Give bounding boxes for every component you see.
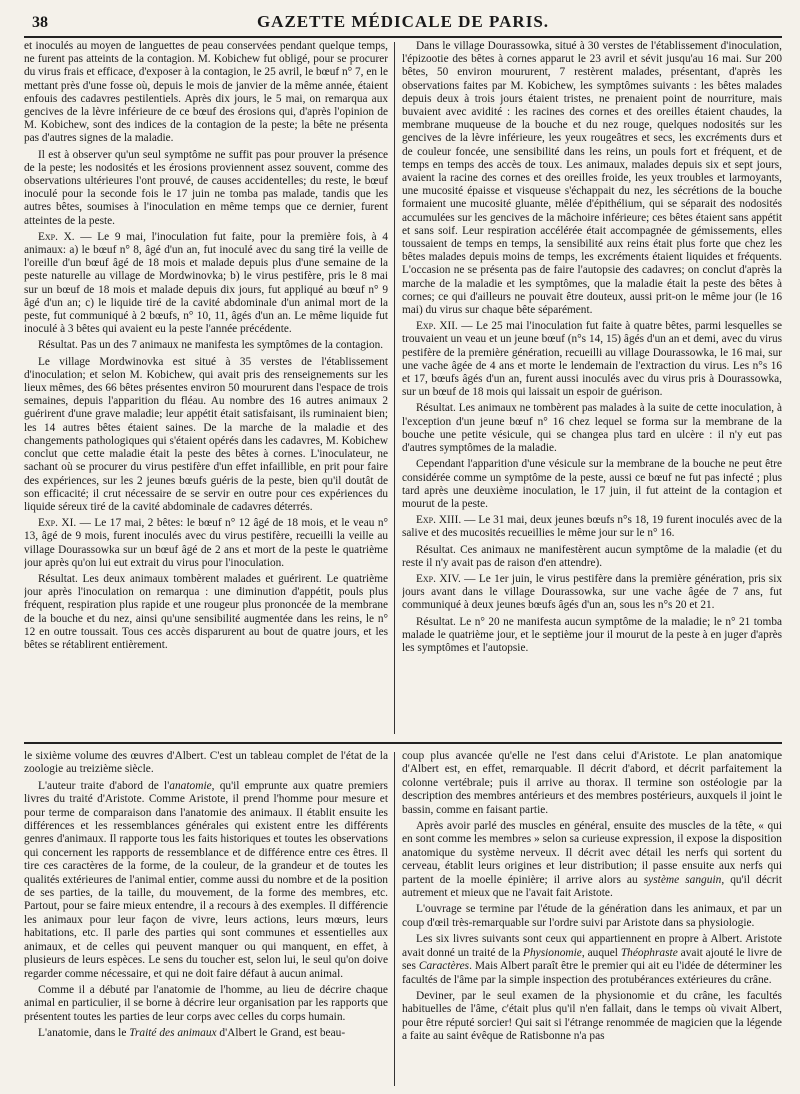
paragraph: le sixième volume des œuvres d'Albert. C'est un tableau complet de l'état de la zoologie au treizième siècle. [24, 750, 388, 776]
paragraph: coup plus avancée qu'elle ne l'est dans celui d'Aristote. Le plan anatomique d'Albert est, en effet, remarquable. Il décrit d'abord, et décrit parfaitement la colonne vertébrale; puis il arrive au thorax. Il termine son ostéologie par la description des membres antérieurs et des membres postérieurs, auxquels il joint le bassin, comme en faisant partie. [402, 750, 782, 816]
result-label: Résultat. [416, 543, 456, 556]
paragraph: L'ouvrage se termine par l'étude de la génération dans les animaux, et par un coup d'œil très-remarquable sur l'ordre suivi par Aristote dans sa physiologie. [402, 903, 782, 929]
experiment-12 [402, 320, 782, 399]
result-text: Les deux animaux tombèrent malades et guérirent. Le quatrième jour après l'inoculation on remarqua : une diminution d'appétit, pouls plus fréquent, respiration plus rapide et une rougeur plus prononcée de la membrane de la bouche et du nez, ainsi qu'une sensibilité augmentée dans les reins, le n° 12 en outre toussait. Tous ces accès disparurent au bout de quatre jours, et les bêtes se rétablirent entièrement. [24, 572, 388, 651]
paragraph: Il est à observer qu'un seul symptôme ne suffit pas pour prouver la présence de la peste; les nodosités et les érosions proviennent assez souvent, comme des observations ultérieures l'ont prouvé, de causes accidentelles; du reste, le bœuf inoculé pour la seconde fois le 17 juin ne tomba pas malade, tandis que les autres bêtes, soumises à l'inoculation en même temps que ce dernier, furent atteintes de la peste. [24, 148, 388, 227]
text: d'Albert le Grand, est beau- [216, 1027, 346, 1040]
experiment-label: Exp. XIII. [416, 514, 462, 527]
result-label: Résultat. [38, 339, 78, 352]
result-label: Résultat. [38, 572, 78, 585]
text: Après avoir parlé des muscles en général, ensuite des muscles de la tête, « qui en sont comme les membres » selon sa curieuse expression, il expose la disposition anatomique du système nerveux. Il décrit avec détail les nerfs qui sortent du cerveau, établit leurs origines et leur distribution; il passe ensuite aux nerfs qui partent de la moelle épinière; il arrive alors au [402, 820, 782, 886]
result-text: Ces animaux ne manifestèrent aucun symptôme de la maladie (et du reste il n'y avait pas de raison d'en attendre). [402, 543, 782, 569]
paragraph: Le village Mordwinovka est situé à 35 verstes de l'établissement d'inoculation; et selon M. Kobichew, qui avait pris des renseignements sur les lieux mêmes, des 66 bêtes présentes environ 50 moururent dans l'espace de trois semaines, depuis l'apparition du fléau. Au nombre des 16 autres animaux 2 guérirent d'une grave maladie; leur appétit était satisfaisant, ils ruminaient bien; les 14 autres bêtes étaient saines. De la marche de la maladie et des changements pathologiques qui s'étaient opérés dans les cadavres, M. Kobichew conclut que cette maladie était la peste des bêtes à cornes. L'inoculateur, ne sachant où se procurer du virus pestifère d'un effet infaillible, en prit pour faire des expériences, sur les 2 jeunes bœufs guéris de la peste, bien qu'il doutât de son efficacité; il crut nécessaire de se servir en outre pour ces expériences du liquide séreux tiré de la cavité abdominale de cadavres déterrés. [24, 355, 388, 513]
experiment-label: Exp. XII. [416, 320, 458, 333]
italic-text: Caractères [418, 960, 470, 973]
result-11 [24, 573, 388, 652]
paragraph [24, 1027, 388, 1040]
italic-text: Traité des animaux [129, 1027, 217, 1040]
result-label: Résultat. [416, 402, 456, 415]
text: L'anatomie, dans le [38, 1027, 130, 1040]
text: , auquel [581, 946, 621, 959]
text: . Mais Albert paraît être le premier qui ait eu l'idée de déterminer les facultés de l'âme par la simple inspection des protubérances extérieures du crâne. [402, 960, 782, 986]
experiment-text: — Le 9 mai, l'inoculation fut faite, pour la première fois, à 4 animaux: a) le bœuf n° 8, âgé d'un an, fut inoculé avec du sang tiré la veille de l'oreille d'un bœuf âgé de 18 mois et malade depuis plus d'une semaine de la peste naturelle au village de Mordwinovka; b) le virus pestifère, pris le 8 mai sur un bœuf de 18 mois et malade depuis dix jours, fut appliqué au bœuf n° 9 âgé d'un an; c) le liquide tiré de la cavité abdominale d'un animal mort de la peste, fut communiqué à 2 bœufs, n° 10, 11, âgés d'un an. Le même liquide fut inoculé à 3 bêtes qui avaient eu la peste l'année précédente. [24, 230, 388, 336]
bottom-left-column [24, 750, 388, 1088]
text: L'auteur traite d'abord de l' [38, 779, 170, 792]
text: avait ajouté le livre de ses [402, 946, 782, 973]
experiment-text: — Le 25 mai l'inoculation fut faite à quatre bêtes, parmi lesquelles se trouvaient un veau et un jeune bœuf (n°s 14, 15) âgés d'un an et demi, avec du virus pestifère de la première génération, recueilli au village Dourassowka, le 16 mai, sur une vache âgée de 4 ans et morte le lendemain de l'extraction du virus. Les n°s 16 et 17, bœufs âgés d'un an, furent aussi inoculés avec du virus pris à Dourassowka, sur un bœuf de 18 mois qui laissait un espoir de guérison. [402, 320, 782, 399]
italic-text: Théophraste [620, 946, 678, 959]
paragraph: Dans le village Dourassowka, situé à 30 verstes de l'établissement d'inoculation, l'épizootie des bêtes à cornes apparut le 23 avril et sévit jusqu'au 16 mai. Sur 200 bêtes, 50 environ moururent, 7 restèrent malades, présentant, d'après les observations faites par M. Kobichew, les symptômes suivants : les bêtes malades depuis deux à trois jours étaient tristes, ne prenaient point de nourriture, mais buvaient avec avidité : les racines des cornes et des oreilles étaient chaudes, la membrane muqueuse de la bouche et du nez rouge, quelques nodosités sur les gencives de la lèvre inférieure, les yeux rougeâtres et secs, les excréments durs et de couleur foncée, une sensibilité dans les reins, un pouls fort et fréquent, et de temps en temps des accès de toux. Les animaux, malades depuis six et sept jours, avaient la racine des cornes et des oreilles froide, les yeux troubles et larmoyants, une mucosité épaisse et visqueuse s'échappait du nez, les sécrétions de la bouche formaient une mucosité gluante, mêlée d'épithélium, qui se séparait des nodosités accumulées sur les gencives de la mâchoire inférieure; ces bêtes étaient sans appétit et sans soif. Leur respiration accélérée était accompagnée de gémissements, elles toussaient de temps en temps, la sensibilité aux reins était plus forte que chez les bêtes malades depuis moins de temps, les excréments étaient liquides et fréquents. L'occasion ne se présenta pas de faire l'autopsie des cadavres; on conclut d'après la marche de la maladie et les symptômes, que la maladie était la peste des bêtes à cornes; ce qui d'ailleurs ne pouvait être douteux, aussi prit-on le même jour (le 16 mai) du virus sur chaque bête séparément. [402, 40, 782, 317]
experiment-label: Exp. X. [38, 230, 75, 243]
paragraph [402, 820, 782, 900]
experiment-label: Exp. XI. [38, 517, 77, 530]
page-number: 38 [32, 14, 48, 31]
experiment-text: — Le 17 mai, 2 bêtes: le bœuf n° 12 âgé de 18 mois, et le veau n° 13, âgé de 9 mois, furent inoculés avec du virus pestifère, recueilli la veille au village Dourassowka sur un bœuf âgé de 2 ans et mort de la peste le quatrième jour après qu'on lui eut extrait du virus pour l'inoculation. [24, 517, 388, 569]
experiment-11 [24, 517, 388, 570]
top-right-column [402, 40, 782, 738]
result-14 [402, 616, 782, 656]
result-text: Les animaux ne tombèrent pas malades à la suite de cette inoculation, à l'exception d'un jeune bœuf n° 16 chez lequel se forma sur la membrane de la bouche une petite vésicule, qui se changea plus tard en ulcère : il n'y eut pas d'autres symptômes de la maladie. [402, 402, 782, 455]
result-13 [402, 544, 782, 570]
result-text: Pas un des 7 animaux ne manifesta les symptômes de la contagion. [77, 339, 384, 352]
text: Les six livres suivants sont ceux qui appartiennent en propre à Albert. Aristote avait donné un traité de la [402, 933, 782, 959]
paragraph: Deviner, par le seul examen de la physionomie et du crâne, les facultés habituelles de l'âme, c'était plus qu'il n'en fallait, dans le temps où vivait Albert, pour être réputé sorcier! Qui sait si l'étrange renommée de magicien que la légende a faite au saint évêque de Ratisbonne n'a pas [402, 989, 782, 1043]
paragraph [24, 780, 388, 981]
result-text: Le n° 20 ne manifesta aucun symptôme de la maladie; le n° 21 tomba malade le quatrième jour, et le septième jour il mourut de la peste à en juger d'après les symptômes et l'autopsie. [402, 615, 782, 654]
top-left-column [24, 40, 388, 738]
journal-title: GAZETTE MÉDICALE DE PARIS. [256, 12, 550, 31]
paragraph: Cependant l'apparition d'une vésicule sur la membrane de la bouche ne peut être considérée comme un symptôme de la peste, aussi ce bœuf ne fut pas infecté ; plus tard après une deuxième inoculation, le 17 juin, il fut atteint de la contagion et mourut de la peste. [402, 458, 782, 510]
experiment-10 [24, 231, 388, 337]
column-divider-bottom [394, 752, 395, 1086]
result-12 [402, 402, 782, 455]
italic-text: système sanguin [643, 873, 722, 886]
italic-text: anatomie [169, 779, 212, 792]
experiment-text: — Le 31 mai, deux jeunes bœufs n°s 18, 19 furent inoculés avec de la salive et des mucosités recueillies le même jour sur le n° 16. [402, 514, 782, 540]
paragraph [402, 933, 782, 987]
result-label: Résultat. [416, 615, 456, 628]
result-10 [24, 339, 388, 352]
page-header [24, 10, 782, 38]
text: , qu'il décrit autrement et mieux que ne l'avait fait Aristote. [402, 873, 782, 900]
text: , qu'il emprunte aux quatre premiers livres du traité d'Aristote. Comme Aristote, il prend l'homme pour mesure et pour terme de comparaison dans l'anatomie des animaux. Il établit ensuite les différences et les ressemblances générales qui existent entre les différents genres d'animaux. Il rapporte tous les faits historiques et toutes les observations qui concernent les rapports de ressemblance et de différence entre ces êtres. Il tire ces caractères de la forme, de la couleur, de la grandeur et de toutes les qualités extérieures de l'animal entier, comme aussi du nombre et de la position de ses parties, de la taille, du mouvement, de la forme des membres, etc. Partout, pour se faire mieux entendre, il a recours à des exemples. Il différencie les animaux pour leur façon de vivre, leurs actions, leurs mœurs, leurs habitations, etc. Il parle des parties qui sont communes et essentielles aux animaux, et de celles qui peuvent manquer ou qui manquent, en effet, à plusieurs de leurs espèces. Le sens du toucher est, selon lui, le seul qu'on doive regarder comme nécessaire, et qui ne doit faire défaut à aucun animal. [24, 779, 388, 980]
experiment-label: Exp. XIV. [416, 572, 461, 585]
paragraph: et inoculés au moyen de languettes de peau conservées pendant quelque temps, ne furent pas atteints de la contagion. M. Kobichew fut obligé, pour se procurer du virus frais et efficace, d'exposer à la contagion, le 25 avril, le bœuf n° 7, en le mettant près d'une fosse où, depuis le mois de janvier de la même année, étaient enfouis des cadavres pestilentiels. Après dix jours, le 5 mai, on remarqua aux gencives de la lèvre inférieure de ce bœuf des érosions qui, d'après l'opinion de M. Kobichew, sont des indices de la contagion de la peste; la bête ne présenta pas d'autres signes de la maladie. [24, 40, 388, 145]
section-divider [24, 742, 782, 744]
experiment-text: — Le 1er juin, le virus pestifère dans la première génération, pris six jours avant dans le village Dourassowka, sur une vache âgée de 7 ans, fut communiqué à deux jeunes bœufs âgés d'un an, sous les n°s 20 et 21. [402, 572, 782, 612]
paragraph: Comme il a débuté par l'anatomie de l'homme, au lieu de décrire chaque animal en particulier, il se borne à décrire leur organisation par les rapports que présentent toutes les parties de leur corps avec celles du corps humain. [24, 983, 388, 1023]
experiment-13 [402, 514, 782, 540]
bottom-right-column [402, 750, 782, 1088]
italic-text: Physionomie [523, 946, 582, 959]
experiment-14 [402, 573, 782, 613]
column-divider-top [394, 42, 395, 734]
